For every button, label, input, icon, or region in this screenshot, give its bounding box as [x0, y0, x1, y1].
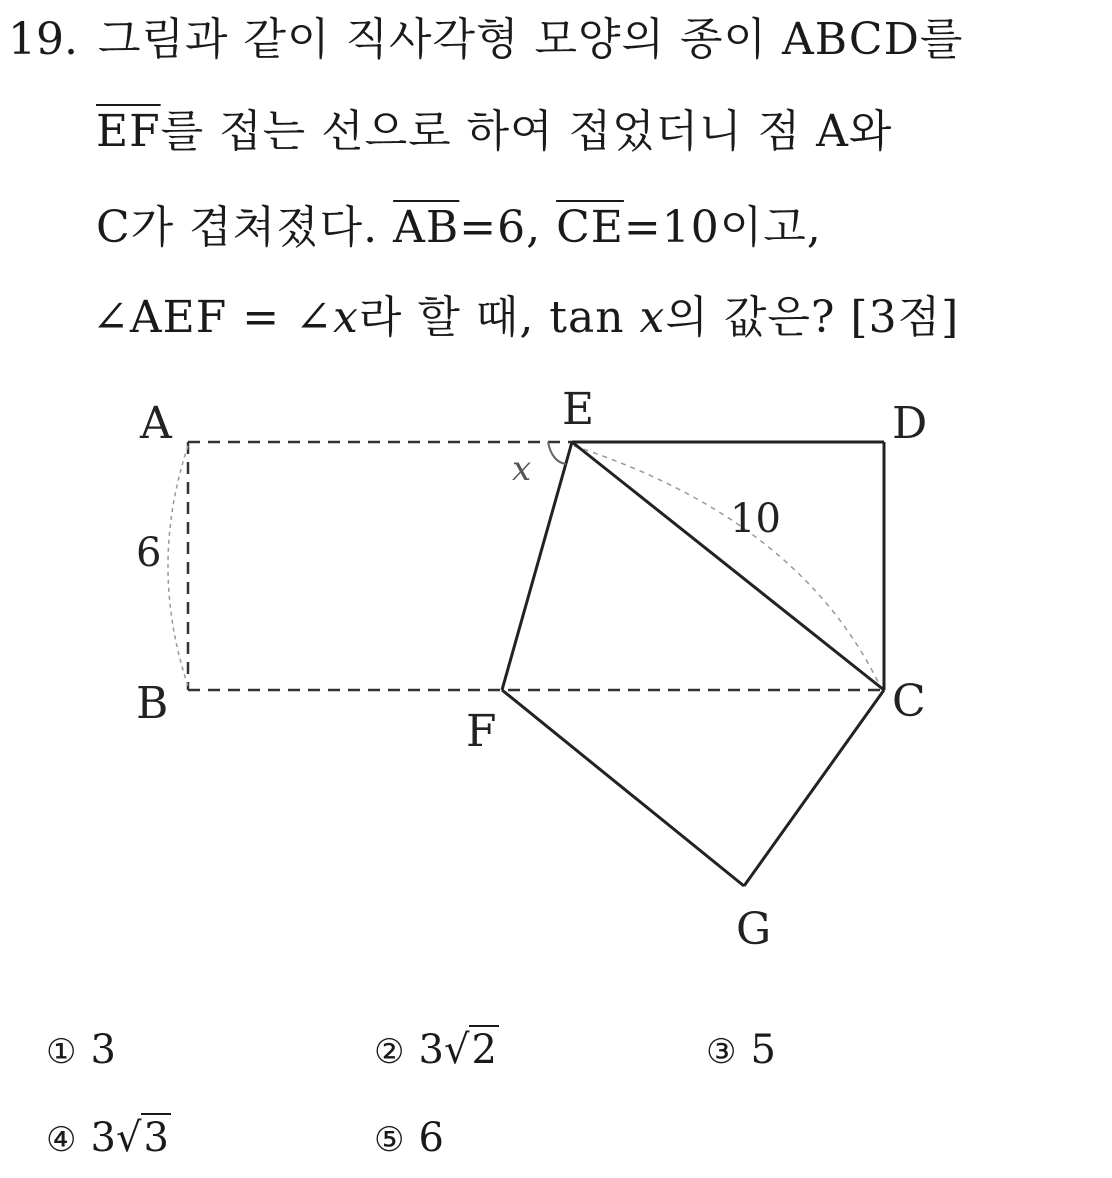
edge-gc [744, 690, 884, 886]
choice-5-value: 6 [418, 1115, 444, 1161]
problem-text-3b: =6, [459, 202, 557, 253]
problem-number: 19. [8, 14, 78, 65]
choice-5[interactable] [374, 1114, 444, 1164]
choice-2-sqrt [444, 1026, 499, 1074]
label-length-10: 10 [730, 496, 781, 542]
choice-2[interactable] [374, 1026, 499, 1076]
segment-ce: $\overline{CE}$ [556, 202, 624, 253]
label-angle-x: x [512, 449, 532, 489]
choice-2-radicand: 2 [471, 1027, 497, 1073]
problem-text-3c: =10이고, [623, 202, 822, 253]
segment-ab: $\overline{AB}$ [393, 202, 460, 253]
angle-mark-x [548, 442, 566, 464]
sqrt-symbol: √ [115, 1115, 142, 1161]
choice-4[interactable] [46, 1114, 171, 1164]
problem-text-3a: C가 겹쳐졌다. [96, 202, 394, 253]
measure-arc-ab [168, 446, 188, 686]
choice-4-radicand: 3 [143, 1115, 169, 1161]
label-g: G [736, 904, 772, 955]
choice-3[interactable] [706, 1026, 776, 1076]
variable-x: x [333, 292, 359, 343]
label-length-6: 6 [136, 530, 162, 576]
problem-text-4a: ∠AEF = ∠ [92, 292, 333, 343]
label-e: E [562, 384, 595, 435]
label-b: B [136, 678, 169, 729]
edge-fg [502, 690, 744, 886]
label-d: D [892, 398, 928, 449]
label-c: C [892, 676, 926, 727]
problem-text-4c: 의 값은? [3점] [665, 292, 960, 343]
choice-4-mark: ④ [46, 1120, 77, 1160]
problem-text-1: 그림과 같이 직사각형 모양의 종이 ABCD를 [98, 14, 964, 65]
choice-4-sqrt [116, 1114, 171, 1162]
problem-text-2: 를 접는 선으로 하여 접었더니 점 A와 [160, 106, 893, 157]
segment-ef: $\overline{EF}$ [96, 106, 161, 157]
problem-text-4b: 라 할 때, tan [358, 292, 640, 343]
choice-3-value: 5 [750, 1027, 776, 1073]
choice-3-mark: ③ [706, 1032, 737, 1072]
choice-4-coef: 3 [90, 1115, 116, 1161]
label-f: F [466, 706, 497, 757]
variable-x-2: x [639, 292, 666, 343]
choice-1[interactable] [46, 1026, 116, 1076]
choice-1-mark: ① [46, 1032, 77, 1072]
sqrt-symbol: √ [443, 1027, 470, 1073]
choice-2-coef: 3 [418, 1027, 444, 1073]
label-a: A [140, 398, 172, 449]
segment-ec [572, 442, 884, 690]
choice-2-mark: ② [374, 1032, 405, 1072]
choice-1-value: 3 [90, 1027, 116, 1073]
choice-5-mark: ⑤ [374, 1120, 405, 1160]
